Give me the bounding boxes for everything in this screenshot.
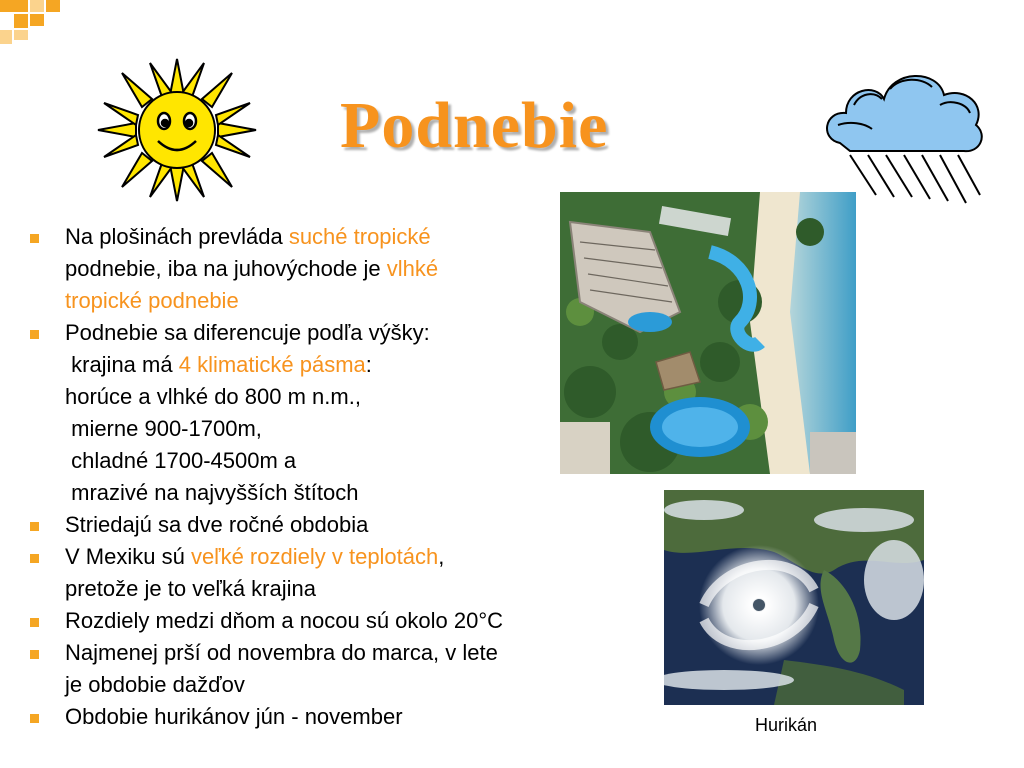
rain-cloud-icon: [820, 55, 990, 210]
text-segment: mierne 900-1700m,: [65, 416, 262, 441]
text-segment: Striedajú sa dve ročné obdobia: [65, 512, 369, 537]
page-title: Podnebie: [340, 89, 609, 162]
highlighted-text: suché tropické: [288, 224, 431, 249]
text-segment: :: [365, 352, 372, 377]
resort-aerial-photo: [560, 192, 856, 474]
text-segment: horúce a vlhké do 800 m n.m.,: [65, 384, 361, 409]
text-segment: krajina má: [65, 352, 179, 377]
bullet-text-line: [65, 478, 358, 508]
bullet-text-line: [65, 446, 296, 476]
highlighted-text: tropické podnebie: [65, 288, 239, 313]
bullet-text-line: [65, 286, 239, 316]
bullet-marker: [30, 330, 39, 339]
bullet-marker: [30, 522, 39, 531]
highlighted-text: vlhké: [386, 256, 439, 281]
bullet-text-line: [65, 670, 245, 700]
bullet-marker: [30, 650, 39, 659]
bullet-text-line: [65, 542, 444, 572]
text-segment: je obdobie dažďov: [65, 672, 245, 697]
bullet-text-line: [65, 414, 262, 444]
text-segment: Obdobie hurikánov jún - november: [65, 704, 403, 729]
bullet-marker: [30, 554, 39, 563]
bullet-marker: [30, 714, 39, 723]
highlighted-text: veľké rozdiely v teplotách: [190, 544, 439, 569]
text-segment: Rozdiely medzi dňom a nocou sú okolo 20°C: [65, 608, 504, 633]
sun-icon: [92, 55, 262, 205]
text-segment: Najmenej prší od novembra do marca, v lete: [65, 640, 498, 665]
bullet-text-line: [65, 574, 316, 604]
bullet-marker: [30, 618, 39, 627]
bullet-text-line: [65, 638, 498, 668]
text-segment: Podnebie sa diferencuje podľa výšky:: [65, 320, 430, 345]
text-segment: pretože je to veľká krajina: [65, 576, 316, 601]
text-segment: V Mexiku sú: [65, 544, 191, 569]
text-segment: ,: [438, 544, 445, 569]
hurricane-satellite-photo: [664, 490, 924, 705]
text-segment: podnebie, iba na juhovýchode je: [65, 256, 387, 281]
bullet-text-line: [65, 318, 430, 348]
bullet-text-line: [65, 350, 372, 380]
text-segment: chladné 1700-4500m a: [65, 448, 297, 473]
bullet-marker: [30, 234, 39, 243]
text-segment: Na plošinách prevláda: [65, 224, 289, 249]
bullet-text-line: [65, 254, 438, 284]
text-segment: mrazivé na najvyšších štítoch: [65, 480, 359, 505]
bullet-text-line: [65, 702, 403, 732]
image-caption: Hurikán: [755, 715, 818, 735]
highlighted-text: 4 klimatické pásma: [178, 352, 366, 377]
bullet-text-line: [65, 222, 431, 252]
bullet-text-line: [65, 606, 503, 636]
bullet-text-line: [65, 510, 368, 540]
bullet-text-line: [65, 382, 361, 412]
